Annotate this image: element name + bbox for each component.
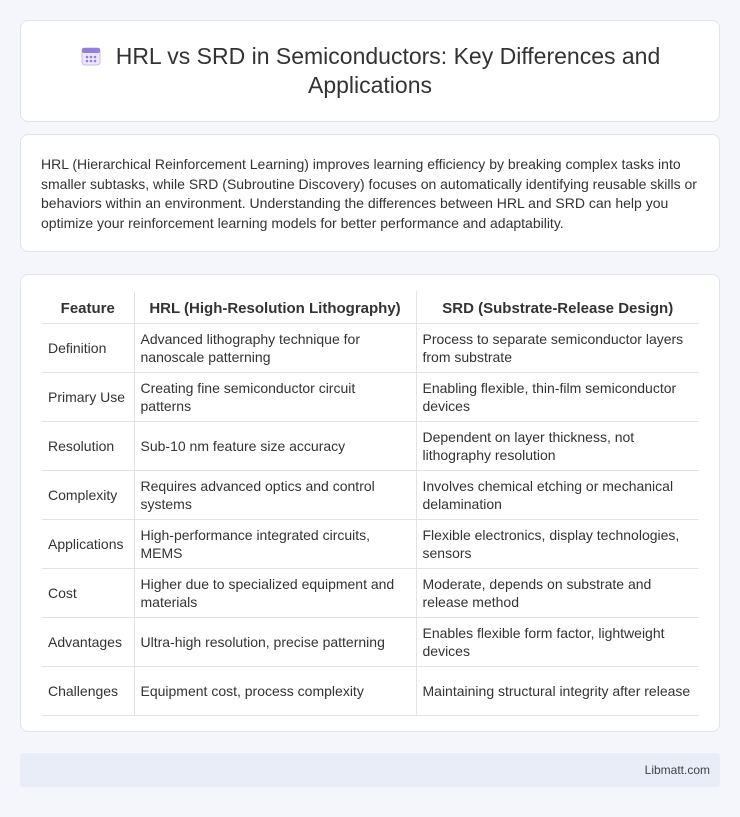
row-srd-cell: Dependent on layer thickness, not lithography resolution xyxy=(416,421,699,470)
footer xyxy=(20,753,720,787)
row-feature-cell: Challenges xyxy=(42,666,134,715)
row-hrl-cell: Higher due to specialized equipment and materials xyxy=(134,568,416,617)
calendar-icon xyxy=(80,45,102,67)
comparison-table xyxy=(42,291,699,716)
table-row xyxy=(42,617,699,666)
title-card xyxy=(20,20,720,122)
header-srd: SRD (Substrate-Release Design) xyxy=(416,291,699,323)
row-hrl-cell: High-performance integrated circuits, MEMS xyxy=(134,519,416,568)
row-srd-cell: Process to separate semiconductor layers from substrate xyxy=(416,323,699,372)
page-title: HRL vs SRD in Semiconductors: Key Differences and Applications xyxy=(115,43,661,98)
intro-text: HRL (Hierarchical Reinforcement Learning) improves learning efficiency by breaking complex tasks into smaller subtasks, while SRD (Subroutine Discovery) focuses on automatically identifying reusable skills or behaviors within an environment. Understanding the differences between HRL and SRD can help you optimize your reinforcement learning models for better performance and adaptability. xyxy=(41,156,697,231)
row-feature-cell: Primary Use xyxy=(42,372,134,421)
row-feature-cell: Definition xyxy=(42,323,134,372)
row-feature-cell: Applications xyxy=(42,519,134,568)
table-row xyxy=(42,568,699,617)
footer-brand: Libmatt.com xyxy=(644,763,710,777)
table-row xyxy=(42,421,699,470)
row-hrl-cell: Sub-10 nm feature size accuracy xyxy=(134,421,416,470)
row-feature-cell: Advantages xyxy=(42,617,134,666)
table-row xyxy=(42,519,699,568)
row-hrl-cell: Ultra-high resolution, precise patterning xyxy=(134,617,416,666)
row-srd-cell: Flexible electronics, display technologies, sensors xyxy=(416,519,699,568)
row-srd-cell: Maintaining structural integrity after release xyxy=(416,666,699,715)
comparison-table-card xyxy=(20,274,720,732)
row-hrl-cell: Advanced lithography technique for nanoscale patterning xyxy=(134,323,416,372)
table-row xyxy=(42,666,699,715)
table-header-row xyxy=(42,291,699,323)
row-srd-cell: Involves chemical etching or mechanical delamination xyxy=(416,470,699,519)
row-hrl-cell: Requires advanced optics and control systems xyxy=(134,470,416,519)
row-feature-cell: Cost xyxy=(42,568,134,617)
row-hrl-cell: Equipment cost, process complexity xyxy=(134,666,416,715)
row-srd-cell: Moderate, depends on substrate and release method xyxy=(416,568,699,617)
table-row xyxy=(42,372,699,421)
row-feature-cell: Resolution xyxy=(42,421,134,470)
row-feature-cell: Complexity xyxy=(42,470,134,519)
header-hrl: HRL (High-Resolution Lithography) xyxy=(134,291,416,323)
page-title-wrap xyxy=(61,42,679,100)
row-srd-cell: Enabling flexible, thin-film semiconductor devices xyxy=(416,372,699,421)
table-row xyxy=(42,323,699,372)
header-feature: Feature xyxy=(42,291,134,323)
table-row xyxy=(42,470,699,519)
row-srd-cell: Enables flexible form factor, lightweight devices xyxy=(416,617,699,666)
intro-card xyxy=(20,134,720,252)
row-hrl-cell: Creating fine semiconductor circuit patterns xyxy=(134,372,416,421)
